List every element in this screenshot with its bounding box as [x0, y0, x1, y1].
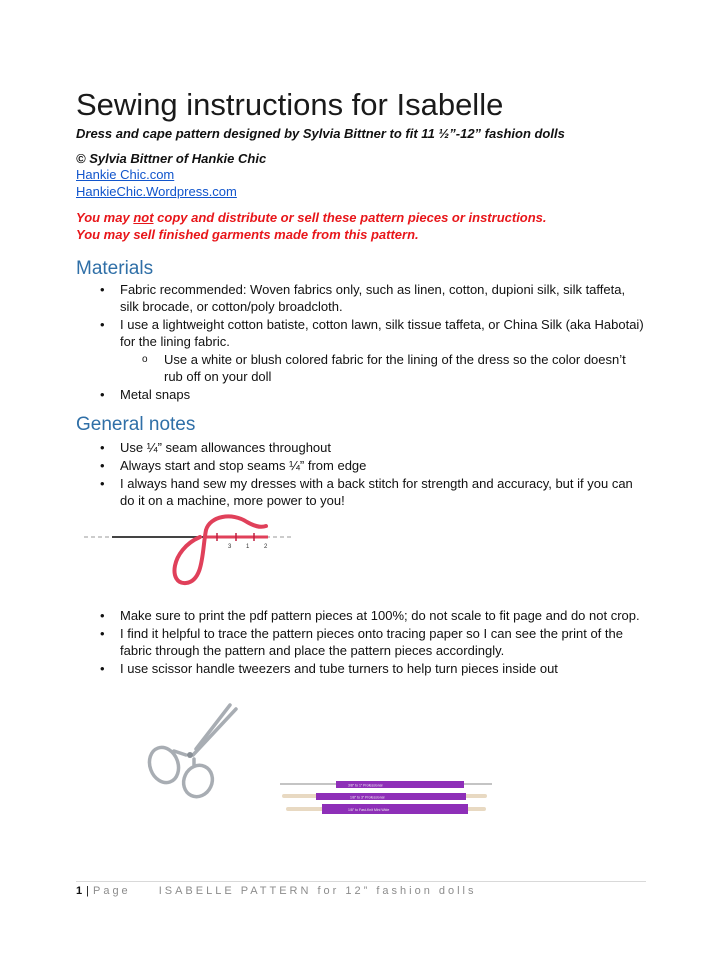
- turner-tube: [316, 793, 466, 800]
- materials-list: [100, 281, 645, 404]
- bullet: •: [100, 458, 105, 473]
- page-title: Sewing instructions for Isabelle: [76, 87, 504, 122]
- bullet: •: [100, 626, 105, 641]
- general-notes-list: [100, 439, 645, 510]
- subtitle: Dress and cape pattern designed by Sylvia Bittner to fit 11 ½”-12” fashion dolls: [76, 126, 565, 141]
- sub-bullet: o: [142, 354, 148, 365]
- warning-text: copy and distribute or sell these pattern pieces or instructions.: [153, 210, 547, 225]
- list-item-text: I use a lightweight cotton batiste, cotton lawn, silk tissue taffeta, or China Silk (aka Habotai) for the lining fabric.: [120, 317, 644, 349]
- footer-doc-title: ISABELLE: [158, 885, 235, 897]
- list-item: [100, 386, 645, 403]
- tweezer-arm: [196, 705, 230, 749]
- tube-turners-image: [276, 774, 496, 829]
- list-item: [100, 439, 645, 456]
- list-item-text: Metal snaps: [120, 387, 191, 402]
- materials-heading: Materials: [76, 258, 154, 279]
- general-notes-list-continued: [100, 607, 645, 678]
- turner-label: 1/8" to Fast-Knit Mini Wide: [348, 808, 390, 812]
- list-item-text: Fabric recommended: Woven fabrics only, such as linen, cotton, dupioni silk, silk taffeta, silk brocade, or cotton/poly broadcloth.: [120, 282, 626, 314]
- footer-doc-subtitle: PATTERN for 12” fashion dolls: [240, 885, 477, 897]
- list-item: [100, 316, 645, 350]
- list-item-text: Use ¼” seam allowances throughout: [120, 440, 332, 455]
- general-notes-heading: General notes: [76, 414, 196, 435]
- list-item-text: I always hand sew my dresses with a back stitch for strength and accuracy, but if you can do it on a machine, more power to you!: [120, 476, 633, 508]
- list-item: [100, 607, 645, 624]
- list-item-text: Use a white or blush colored fabric for the lining of the dress so the color doesn’t rub off on your doll: [164, 352, 626, 384]
- link-wordpress[interactable]: HankieChic.Wordpress.com: [76, 184, 237, 199]
- bullet: •: [100, 440, 105, 455]
- list-item: [100, 281, 645, 315]
- stitch-label: 1: [246, 544, 250, 550]
- tweezer-arm: [193, 709, 236, 755]
- list-item: [100, 625, 645, 659]
- thread: [174, 516, 266, 583]
- bullet: •: [100, 476, 105, 491]
- list-item: [100, 475, 645, 509]
- bullet: •: [100, 608, 105, 623]
- list-item-text: Make sure to print the pdf pattern pieces at 100%; do not scale to fit page and do not crop.: [120, 608, 640, 623]
- list-item-text: I use scissor handle tweezers and tube turners to help turn pieces inside out: [120, 661, 558, 676]
- footer-divider: [76, 881, 646, 882]
- list-item: [100, 660, 645, 677]
- list-item: [100, 457, 645, 474]
- page-number: 1: [76, 885, 83, 897]
- list-item-text: I find it helpful to trace the pattern pieces onto tracing paper so I can see the print of the fabric through the pattern and place the pattern pieces accordingly.: [120, 626, 623, 658]
- list-item-text: Always start and stop seams ¼” from edge: [120, 458, 367, 473]
- stitch-label: 3: [228, 544, 232, 550]
- handle-loop: [145, 743, 184, 786]
- bullet: •: [100, 387, 105, 402]
- bullet: •: [100, 661, 105, 676]
- back-stitch-diagram: [82, 510, 297, 590]
- copyright: © Sylvia Bittner of Hankie Chic: [76, 151, 267, 166]
- warning-line-2: You may sell finished garments made from this pattern.: [76, 227, 419, 242]
- turner-label: 3/8" to 1" Professional: [348, 783, 383, 788]
- handle-loop: [179, 761, 218, 802]
- warning-text: You may: [76, 210, 134, 225]
- page-footer: [76, 885, 477, 897]
- stitch-label: 2: [264, 544, 268, 550]
- pivot: [187, 752, 193, 758]
- link-hankie-chic[interactable]: Hankie Chic.com: [76, 167, 175, 182]
- bullet: •: [100, 317, 105, 332]
- warning-emphasis: not: [133, 210, 154, 225]
- scissor-tweezers-image: [138, 703, 248, 803]
- page-label: Page: [92, 885, 131, 897]
- turner-tube: [322, 804, 468, 814]
- bullet: •: [100, 282, 105, 297]
- warning-line-1: [76, 210, 547, 225]
- footer-separator: |: [86, 885, 89, 897]
- list-subitem: [100, 351, 645, 385]
- turner-label: 1/8" to 3" Professional: [350, 795, 385, 800]
